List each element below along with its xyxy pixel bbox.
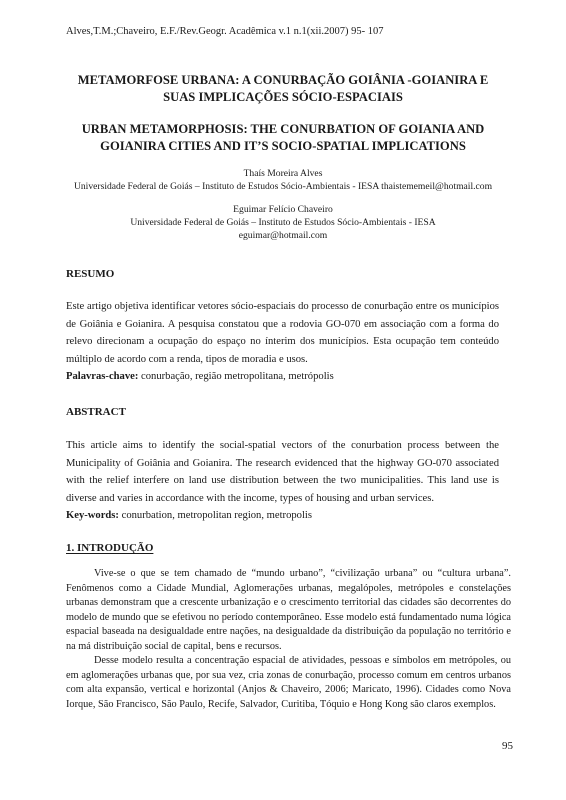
page-number: 95 xyxy=(502,740,513,752)
resumo-section xyxy=(66,298,499,386)
keywords-list: conurbação, região metropolitana, metrópolis xyxy=(138,371,334,382)
abstract-keywords xyxy=(66,507,499,525)
abstract-text: This article aims to identify the social-spatial vectors of the conurbation process between the Municipality of Goiânia and Goianira. The research evidenced that the highway GO-070 associated with the relief interfere on land use distribution between the two municipalities. This land use is diverse and varies in accordance with the income, types of housing and urban services. xyxy=(66,440,499,504)
english-title-line-1: URBAN METAMORPHOSIS: THE CONURBATION OF GOIANIA AND xyxy=(81,122,485,136)
portuguese-title xyxy=(40,72,526,106)
introduction-heading: 1. INTRODUÇÃO xyxy=(66,542,154,554)
author-name: Eguimar Felício Chaveiro xyxy=(233,204,333,215)
keywords-list: conurbation, metropolitan region, metropolis xyxy=(118,510,312,521)
author-email: eguimar@hotmail.com xyxy=(238,230,328,241)
english-title xyxy=(40,121,526,155)
abstract-section xyxy=(66,437,499,525)
author-block-1 xyxy=(40,167,526,193)
resumo-text: Este artigo objetiva identificar vetores sócio-espaciais do processo de conurbação entre os municípios de Goiânia e Goianira. A pesquisa constatou que a rodovia GO-070 em associação com a forma do relevo direcionam a ocupação do espaço no ínterim dos municípios. Esta ocupação tem conteúdo múltiplo de acordo com a renda, tipos de moradia e usos. xyxy=(66,301,499,365)
portuguese-title-line-1: METAMORFOSE URBANA: A CONURBAÇÃO GOIÂNIA -GOIANIRA E xyxy=(77,73,489,87)
english-title-line-2: GOIANIRA CITIES AND IT’S SOCIO-SPATIAL IMPLICATIONS xyxy=(100,139,466,153)
introduction-paragraph-2: Desse modelo resulta a concentração espacial de atividades, pessoas e símbolos em metrópoles, ou em aglomerações urbanas que, por sua vez, cria zonas de conurbação, processo comum em centros urbanos com alta expansão, vertical e horizontal (Anjos & Chaveiro, 2006; Maricato, 1996). Cidades como Nova Iorque, São Francisco, São Paulo, Recife, Salvador, Curitiba, Tóquio e Hong Kong são claros exemplos. xyxy=(66,655,511,710)
keywords-label: Key-words: xyxy=(66,510,119,521)
portuguese-title-line-2: SUAS IMPLICAÇÕES SÓCIO-ESPACIAIS xyxy=(163,90,403,104)
resumo-keywords xyxy=(66,368,499,386)
resumo-heading: RESUMO xyxy=(66,268,115,280)
abstract-heading: ABSTRACT xyxy=(66,406,126,418)
citation-header: Alves,T.M.;Chaveiro, E.F./Rev.Geogr. Acadêmica v.1 n.1(xii.2007) 95- 107 xyxy=(66,26,384,37)
author-block-2 xyxy=(40,203,526,242)
author-affiliation: Universidade Federal de Goiás – Instituto de Estudos Sócio-Ambientais - IESA xyxy=(130,217,436,228)
introduction-paragraph-1: Vive-se o que se tem chamado de “mundo urbano”, “civilização urbana” ou “cultura urbana”. Fenômenos como a Cidade Mundial, Aglomerações urbanas, megalópoles, metrópoles e constelações urbanas demonstram que a crescente urbanização e o crescimento territorial das cidades são decorrentes do modelo de mundo que se efetivou no período contemporâneo. Esse modelo está fundamentado numa lógica espacial baseada na desigualdade entre nações, na desigualdade da distribuição da população no território e na má distribuição social de capital, bens e recursos. xyxy=(66,568,511,652)
author-name: Thaís Moreira Alves xyxy=(243,168,323,179)
keywords-label: Palavras-chave: xyxy=(66,371,139,382)
author-affiliation: Universidade Federal de Goiás – Instituto de Estudos Sócio-Ambientais - IESA thaistememeil@hotmail.com xyxy=(73,181,493,192)
